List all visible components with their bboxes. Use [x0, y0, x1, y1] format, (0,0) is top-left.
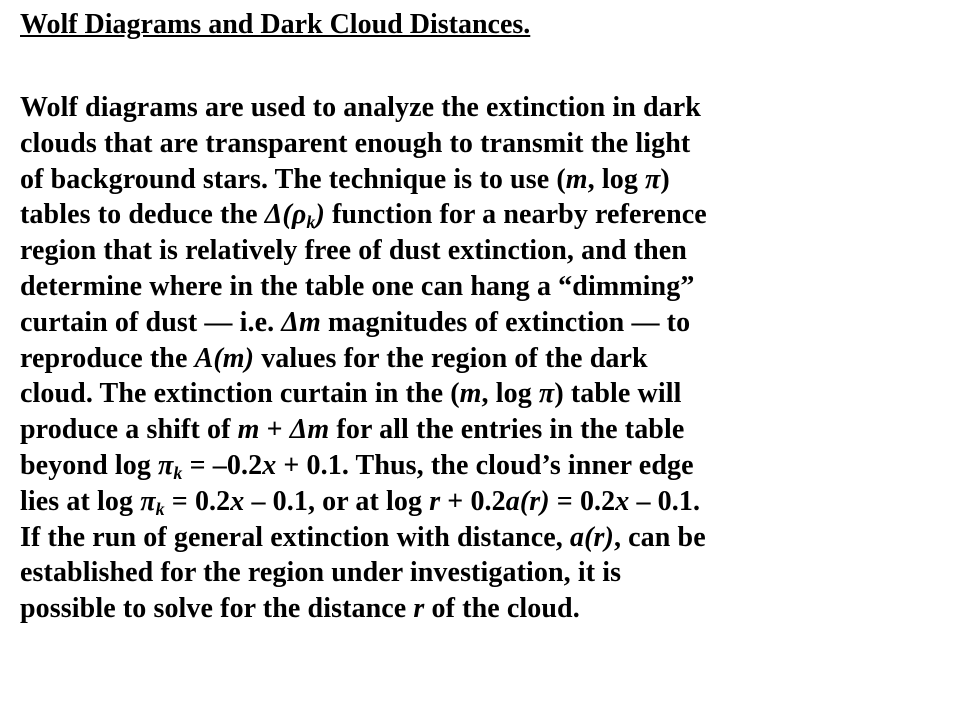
italic-text: r — [429, 485, 441, 517]
text-segment: function for a nearby reference — [324, 199, 707, 231]
text-line — [20, 269, 940, 305]
text-segment: region that is relatively free of dust extinction, and then — [20, 235, 687, 267]
slide — [20, 8, 940, 627]
italic-text: x — [230, 485, 245, 517]
subscript-text: k — [306, 212, 316, 233]
italic-text: π — [645, 163, 661, 195]
text-segment: curtain of dust — i.e. — [20, 306, 282, 338]
italic-text: x — [262, 449, 277, 481]
italic-text: m — [237, 414, 260, 446]
text-line — [20, 591, 940, 627]
text-segment: clouds that are transparent enough to transmit the light — [20, 127, 691, 159]
text-segment: magnitudes of extinction — to — [320, 306, 691, 338]
text-segment: lies at log — [20, 485, 141, 517]
text-segment: = 0.2 — [164, 485, 231, 517]
text-line — [20, 162, 940, 198]
text-segment: If the run of general extinction with distance, — [20, 521, 570, 553]
text-segment: determine where in the table one can hang a “dimming” — [20, 270, 695, 302]
italic-text: ) — [315, 199, 325, 231]
text-segment: of the cloud. — [424, 593, 580, 625]
text-line — [20, 520, 940, 556]
subscript-text: k — [173, 462, 183, 483]
text-segment: + 0.2 — [440, 485, 506, 517]
italic-text: π — [140, 485, 156, 517]
text-line — [20, 448, 940, 484]
italic-text: m — [565, 163, 588, 195]
text-segment: cloud. The extinction curtain in the ( — [20, 378, 460, 410]
italic-text: x — [615, 485, 630, 517]
italic-text: a(r) — [569, 521, 614, 553]
text-segment: , log — [481, 378, 539, 410]
text-segment: established for the region under investigation, it is — [20, 557, 622, 589]
text-line — [20, 90, 940, 126]
text-segment: ) — [660, 163, 670, 195]
text-segment: of background stars. The technique is to use ( — [20, 163, 566, 195]
text-line — [20, 305, 940, 341]
text-segment: for all the entries in the table — [329, 414, 685, 446]
text-segment: tables to deduce the — [20, 199, 265, 231]
italic-text: Δ(ρ — [264, 199, 307, 231]
text-line — [20, 233, 940, 269]
text-segment: = –0.2 — [182, 449, 263, 481]
italic-text: a(r) — [505, 485, 550, 517]
text-line — [20, 197, 940, 233]
text-segment: , can be — [613, 521, 706, 553]
text-line — [20, 376, 940, 412]
slide-title: Wolf Diagrams and Dark Cloud Distances. — [20, 9, 531, 40]
italic-text: π — [538, 378, 555, 410]
text-line — [20, 126, 940, 162]
text-segment: ) table will — [554, 378, 682, 410]
text-segment: Wolf diagrams are used to analyze the extinction in dark — [20, 92, 701, 123]
text-line — [20, 484, 940, 520]
text-segment: beyond log — [20, 449, 159, 481]
italic-text: r — [413, 593, 425, 625]
text-segment: , log — [587, 163, 646, 195]
text-line — [20, 341, 940, 377]
text-line — [20, 555, 940, 591]
italic-text: A(m) — [194, 342, 255, 374]
subscript-text: k — [155, 498, 165, 519]
text-segment: – 0.1, or at log — [244, 485, 430, 517]
text-segment: + 0.1. Thus, the cloud’s inner edge — [276, 449, 694, 481]
italic-text: Δm — [281, 306, 321, 338]
body-paragraph — [20, 90, 940, 627]
text-segment: + — [259, 414, 290, 446]
text-segment: reproduce the — [20, 342, 195, 374]
text-segment: – 0.1. — [629, 485, 701, 517]
italic-text: Δm — [289, 414, 330, 446]
italic-text: π — [158, 449, 174, 481]
italic-text: m — [459, 378, 482, 410]
text-segment: values for the region of the dark — [254, 342, 648, 374]
text-line — [20, 412, 940, 448]
text-segment: possible to solve for the distance — [20, 593, 414, 625]
text-segment: produce a shift of — [20, 414, 238, 446]
text-segment: = 0.2 — [549, 485, 616, 517]
